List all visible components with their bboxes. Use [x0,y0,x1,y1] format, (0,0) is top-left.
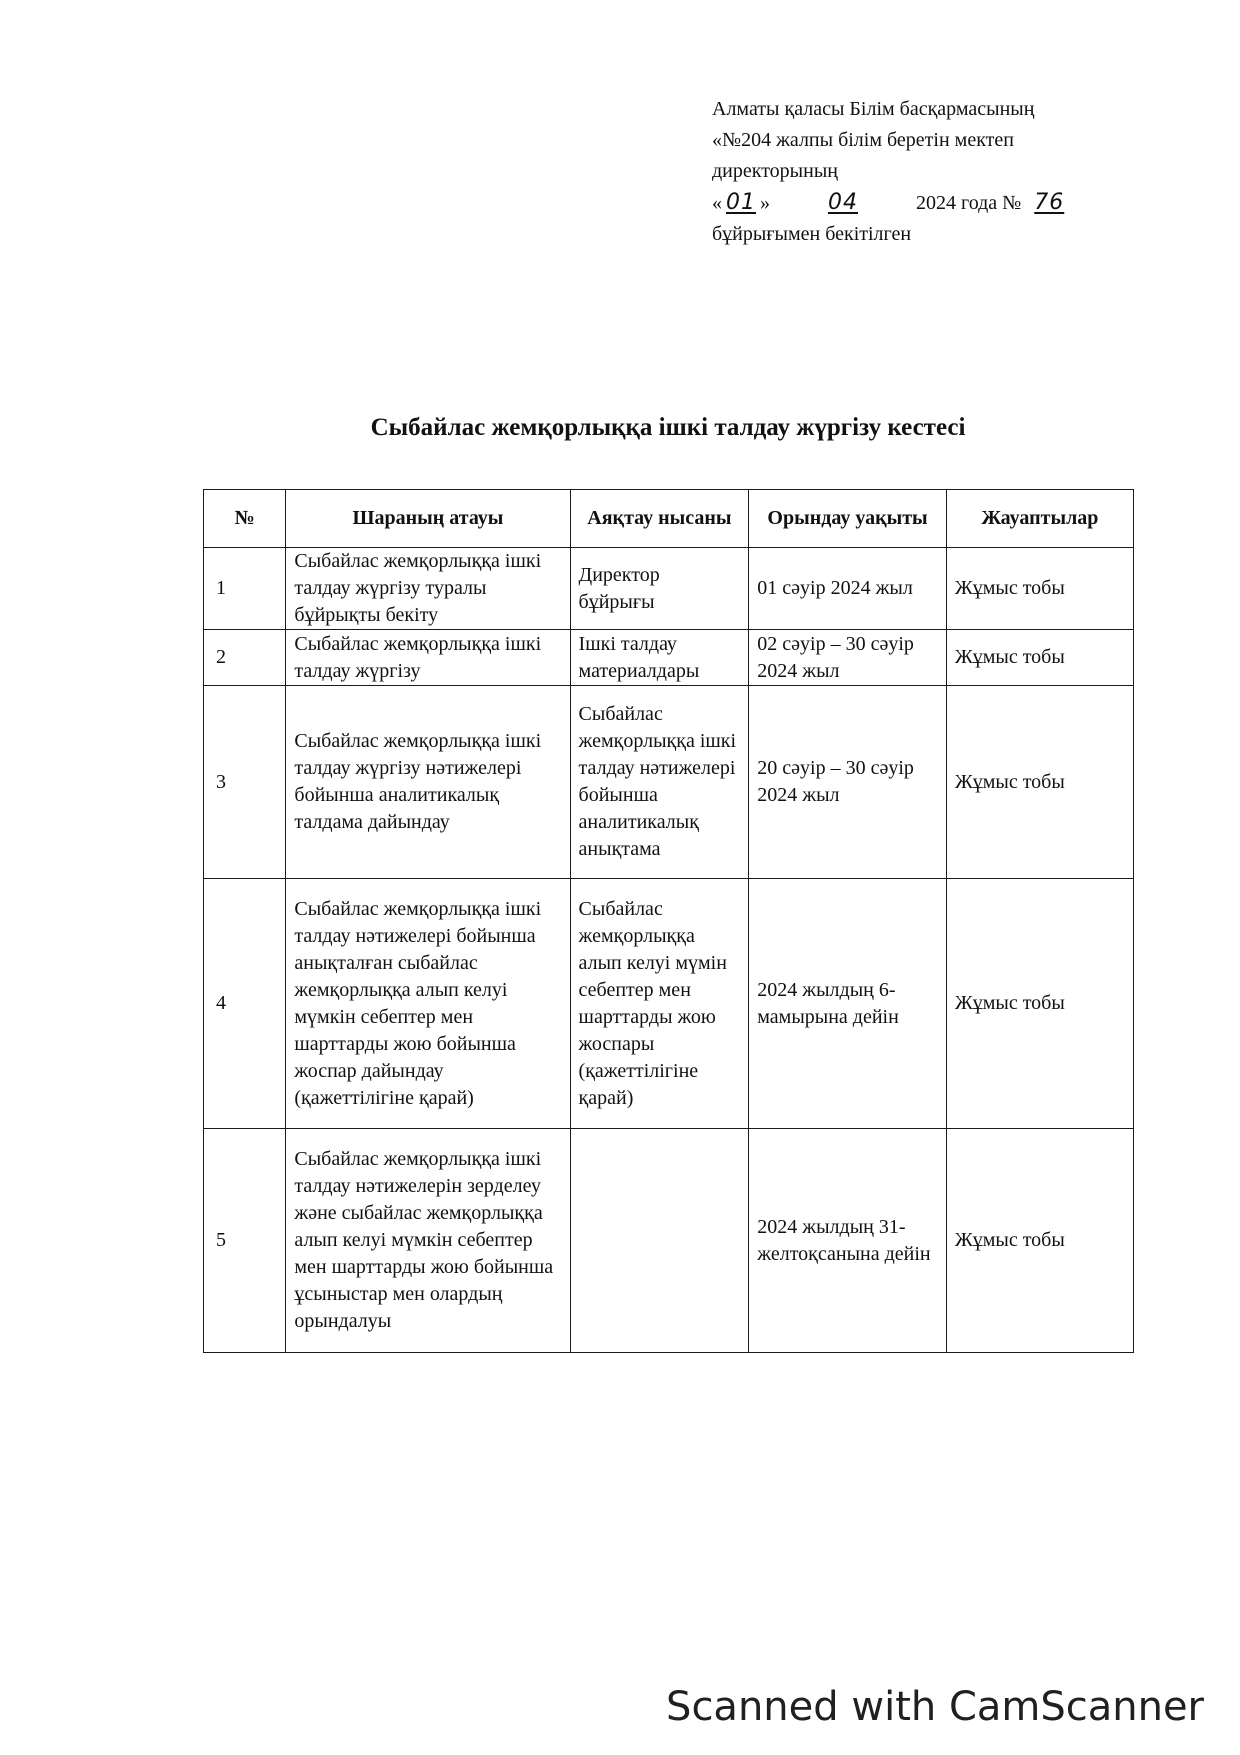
header-event-name: Шараның атауы [286,490,570,548]
row-deadline: 2024 жылдың 31-желтоқсанына дейін [749,1129,947,1353]
header-responsible: Жауаптылар [946,490,1133,548]
row-number: 5 [204,1129,286,1353]
schedule-table [203,489,1134,1353]
table-header-row [204,490,1134,548]
row-event-name: Сыбайлас жемқорлыққа ішкі талдау нәтижелерін зерделеу және сыбайлас жемқорлыққа алып келуі мүмкін себептер мен шарттарды жою бойынша ұсыныстар мен олардың орындалуы [286,1129,570,1353]
scanner-watermark: Scanned with CamScanner [666,1684,1204,1730]
header-number: № [204,490,286,548]
row-responsible: Жұмыс тобы [946,548,1133,630]
row-completion-form: Сыбайлас жемқорлыққа ішкі талдау нәтижелері бойынша аналитикалық анықтама [570,686,749,879]
row-completion-form: Ішкі талдау материалдары [570,630,749,686]
handwritten-order-number: 76 [1034,190,1065,215]
table-row [204,548,1134,630]
row-deadline: 02 сәуір – 30 сәуір 2024 жыл [749,630,947,686]
row-deadline: 2024 жылдың 6-мамырына дейін [749,879,947,1129]
row-responsible: Жұмыс тобы [946,686,1133,879]
handwritten-day: 01 [726,190,756,215]
row-completion-form: Сыбайлас жемқорлыққа алып келуі мүмін себептер мен шарттарды жою жоспары (қажеттілігіне қарай) [570,879,749,1129]
approval-block [712,94,1152,250]
date-open-quote: « [712,192,722,214]
handwritten-month: 04 [828,190,858,215]
approval-date-line [712,187,1152,219]
row-responsible: Жұмыс тобы [946,630,1133,686]
date-year-text: 2024 года № [916,192,1022,214]
approval-line-1: Алматы қаласы Білім басқармасының [712,98,1035,120]
row-event-name: Сыбайлас жемқорлыққа ішкі талдау жүргізу [286,630,570,686]
row-responsible: Жұмыс тобы [946,1129,1133,1353]
row-event-name: Сыбайлас жемқорлыққа ішкі талдау нәтижелері бойынша анықталған сыбайлас жемқорлыққа алып келуі мүмкін себептер мен шарттарды жою бойынша жоспар дайындау (қажеттілігіне қарай) [286,879,570,1129]
table-row [204,686,1134,879]
row-deadline: 20 сәуір – 30 сәуір 2024 жыл [749,686,947,879]
row-event-name: Сыбайлас жемқорлыққа ішкі талдау жүргізу нәтижелері бойынша аналитикалық талдама дайындау [286,686,570,879]
row-completion-form [570,1129,749,1353]
header-deadline: Орындау уақыты [749,490,947,548]
table-row [204,879,1134,1129]
approval-line-5: бұйрығымен бекітілген [712,223,912,245]
row-number: 2 [204,630,286,686]
row-number: 3 [204,686,286,879]
row-responsible: Жұмыс тобы [946,879,1133,1129]
approval-line-2: «№204 жалпы білім беретін мектеп [712,129,1014,151]
row-deadline: 01 сәуір 2024 жыл [749,548,947,630]
date-close-quote: » [760,192,770,214]
approval-line-3: директорының [712,160,838,182]
header-completion-form: Аяқтау нысаны [570,490,749,548]
row-event-name: Сыбайлас жемқорлыққа ішкі талдау жүргізу туралы бұйрықты бекіту [286,548,570,630]
row-number: 1 [204,548,286,630]
row-number: 4 [204,879,286,1129]
table-row [204,630,1134,686]
table-row [204,1129,1134,1353]
row-completion-form: Директор бұйрығы [570,548,749,630]
document-title: Сыбайлас жемқорлыққа ішкі талдау жүргізу кестесі [370,414,966,441]
